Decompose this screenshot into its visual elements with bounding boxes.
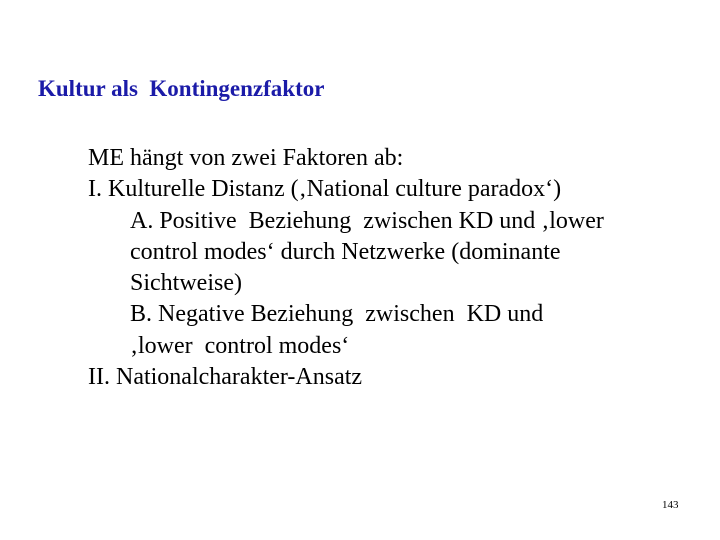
body-line-subpoint-b-cont: ‚lower control modes‘ bbox=[130, 332, 350, 359]
body-line-point-2: II. Nationalcharakter-Ansatz bbox=[88, 364, 363, 391]
body-line-point-1: I. Kulturelle Distanz (‚National culture paradox‘) bbox=[88, 176, 562, 203]
page-number: 143 bbox=[662, 499, 679, 511]
slide-title: Kultur als Kontingenzfaktor bbox=[38, 76, 325, 101]
body-line-intro: ME hängt von zwei Faktoren ab: bbox=[88, 145, 404, 171]
body-line-subpoint-a-cont-1: control modes‘ durch Netzwerke (dominante bbox=[130, 238, 561, 265]
slide-body bbox=[88, 143, 698, 393]
body-line-subpoint-a-cont-2: Sichtweise) bbox=[130, 270, 242, 297]
body-line-subpoint-b: B. Negative Beziehung zwischen KD und bbox=[130, 301, 544, 328]
body-line-subpoint-a: A. Positive Beziehung zwischen KD und ‚lower bbox=[130, 207, 604, 234]
